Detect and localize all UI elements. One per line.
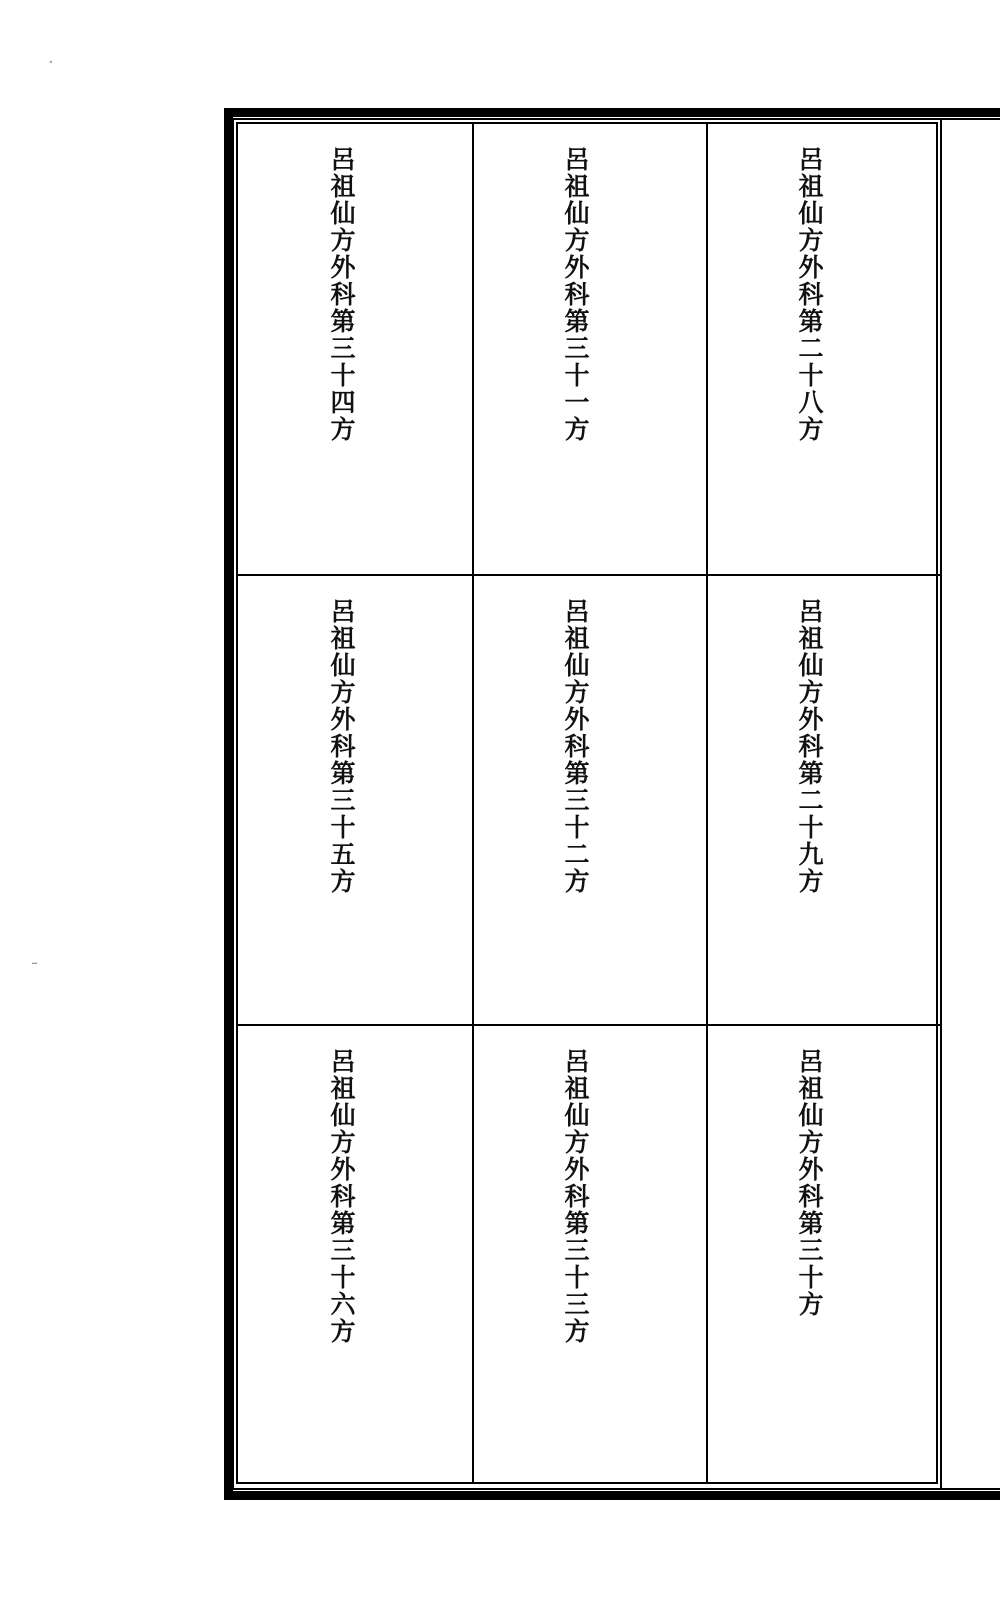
recipe-text-29 <box>706 598 924 1008</box>
recipe-title: 呂祖仙方外科第三十三方 <box>561 1048 590 1345</box>
recipe-title: 呂祖仙方外科第二十八方 <box>795 146 824 443</box>
margin-speck: · <box>48 52 54 73</box>
recipe-cell-30 <box>706 1024 940 1484</box>
recipe-text-28 <box>706 146 924 556</box>
recipe-text-30 <box>706 1048 924 1458</box>
recipe-cell-35 <box>238 574 472 1024</box>
recipe-text-33 <box>472 1048 690 1458</box>
recipe-text-34 <box>238 146 456 556</box>
recipe-cell-28 <box>706 124 940 574</box>
recipe-title: 呂祖仙方外科第三十六方 <box>327 1048 356 1345</box>
recipe-cell-31 <box>472 124 706 574</box>
recipe-title: 呂祖仙方外科第三十方 <box>795 1048 824 1318</box>
margin-speck: ˉ <box>30 960 39 981</box>
recipe-cell-34 <box>238 124 472 574</box>
recipe-title: 呂祖仙方外科第三十五方 <box>327 598 356 895</box>
recipe-text-32 <box>472 598 690 1008</box>
recipe-title: 呂祖仙方外科第三十一方 <box>561 146 590 443</box>
recipe-title: 呂祖仙方外科第二十九方 <box>795 598 824 895</box>
recipe-text-36 <box>238 1048 456 1458</box>
recipe-title: 呂祖仙方外科第三十四方 <box>327 146 356 443</box>
recipe-text-35 <box>238 598 456 1008</box>
recipe-cell-29 <box>706 574 940 1024</box>
recipe-title: 呂祖仙方外科第三十二方 <box>561 598 590 895</box>
recipe-cell-36 <box>238 1024 472 1484</box>
recipe-grid <box>236 122 938 1484</box>
recipe-text-31 <box>472 146 690 556</box>
recipe-cell-32 <box>472 574 706 1024</box>
recipe-cell-33 <box>472 1024 706 1484</box>
right-margin-strip <box>940 118 1000 1490</box>
